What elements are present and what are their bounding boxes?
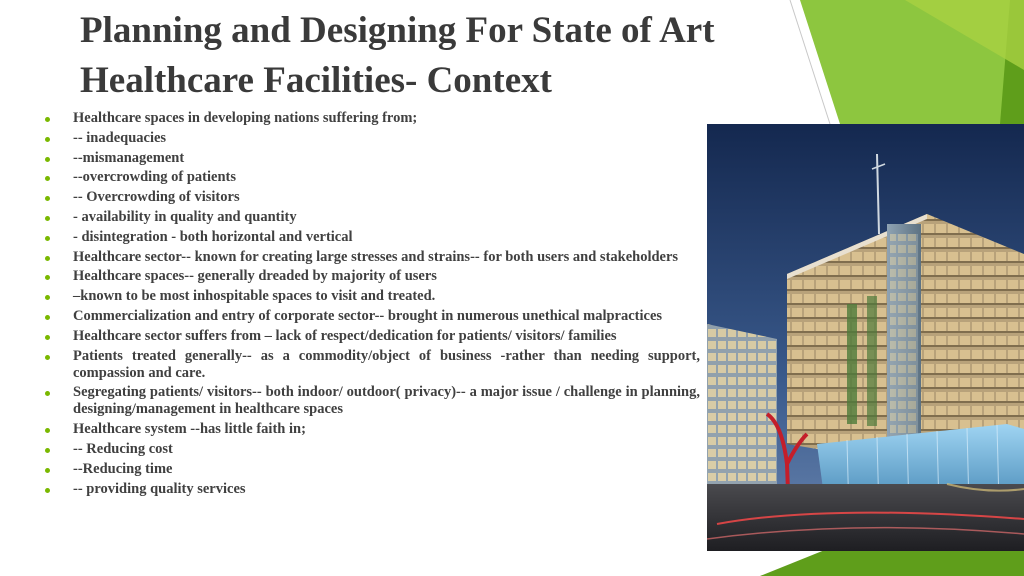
bullet-dot-icon (45, 256, 50, 261)
bullet-item: Patients treated generally-- as a commodity/object of business -rather than needing support, compassion and care. (40, 348, 700, 382)
bullet-dot-icon (45, 391, 50, 396)
bullet-item: Healthcare spaces-- generally dreaded by majority of users (40, 268, 700, 285)
bullet-dot-icon (45, 335, 50, 340)
bullet-list (40, 110, 700, 500)
bullet-item: Healthcare system --has little faith in; (40, 421, 700, 438)
bullet-dot-icon (45, 428, 50, 433)
bullet-item: - disintegration - both horizontal and vertical (40, 229, 700, 246)
top-right-dark-stripe (1000, 0, 1024, 124)
title-line-2: Healthcare Facilities- Context (80, 60, 552, 101)
bullet-item: -- Overcrowding of visitors (40, 189, 700, 206)
bullet-dot-icon (45, 137, 50, 142)
bullet-dot-icon (45, 295, 50, 300)
bullet-item: --overcrowding of patients (40, 169, 700, 186)
bullet-item: Healthcare sector suffers from – lack of respect/dedication for patients/ visitors/ families (40, 328, 700, 345)
bullet-dot-icon (45, 355, 50, 360)
bullet-item: -- providing quality services (40, 481, 700, 498)
bullet-dot-icon (45, 315, 50, 320)
bullet-item: --mismanagement (40, 150, 700, 167)
bullet-dot-icon (45, 448, 50, 453)
bullet-dot-icon (45, 236, 50, 241)
bullet-item: –known to be most inhospitable spaces to visit and treated. (40, 288, 700, 305)
bullet-dot-icon (45, 176, 50, 181)
bullet-item: Healthcare sector-- known for creating large stresses and strains-- for both users and stakeholders (40, 249, 700, 266)
bullet-item: Commercialization and entry of corporate sector-- brought in numerous unethical malpractices (40, 308, 700, 325)
bullet-item: Healthcare spaces in developing nations suffering from; (40, 110, 700, 127)
title-line-1: Planning and Designing For State of Art (80, 10, 715, 51)
bullet-dot-icon (45, 196, 50, 201)
bullet-item: - availability in quality and quantity (40, 209, 700, 226)
bullet-dot-icon (45, 275, 50, 280)
bullet-dot-icon (45, 468, 50, 473)
page-title (80, 6, 840, 106)
top-right-accent-triangle (905, 0, 1024, 70)
bullet-item: --Reducing time (40, 461, 700, 478)
bullet-item: -- inadequacies (40, 130, 700, 147)
bullet-dot-icon (45, 488, 50, 493)
hospital-building-photo (707, 124, 1024, 551)
bullet-item: -- Reducing cost (40, 441, 700, 458)
bullet-item: Segregating patients/ visitors-- both indoor/ outdoor( privacy)-- a major issue / challenge in planning, designing/management in healthcare spaces (40, 384, 700, 418)
bullet-dot-icon (45, 216, 50, 221)
bullet-dot-icon (45, 117, 50, 122)
bullet-dot-icon (45, 157, 50, 162)
